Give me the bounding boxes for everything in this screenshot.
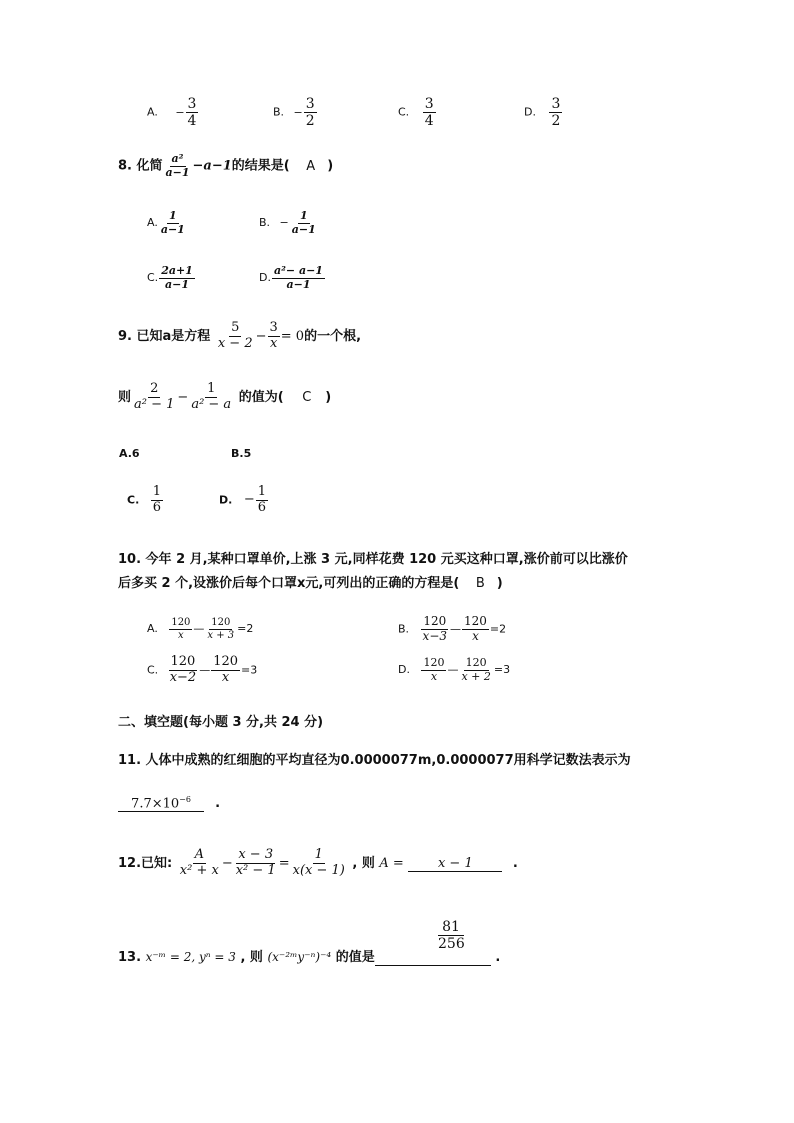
question-13: 13. x⁻ᵐ = 2, yⁿ = 3 , 则 (x⁻²ᵐy⁻ⁿ)⁻⁴ 的值是 . bbox=[118, 950, 501, 965]
q7-option-d: D. $\frac{3}{2}$ bbox=[524, 96, 561, 130]
q9-option-c: C. $\frac{1}{6}$ bbox=[127, 484, 162, 515]
question-11: 11. 人体中成熟的红细胞的平均直径为0.0000077m,0.0000077用科学记数法表示为 bbox=[118, 753, 631, 768]
question-9-line2: 则 $\frac{2}{\text{a² − 1}}$ − $\frac{1}{\text{a² − a}}$ 的值为( C ) bbox=[118, 381, 332, 412]
question-9: 9. 已知a是方程 $\frac{5}{x - 2}$ − $\frac{3}{x}$ = 0的一个根, bbox=[118, 320, 362, 351]
q11-answer-line: $7.7\times 10^{-6}$ . bbox=[118, 792, 220, 812]
question-12: 12.已知: $\frac{A}{\text{x² + x}}$ − $\frac{x - 3}{\text{x² − 1}}$ = $\frac{1}{x(x - 1)}$ , 则 A = x − 1 . bbox=[118, 847, 518, 878]
q10-option-a: A. $\frac{120}{x}$ — $\frac{120}{x + 3}$ =2 bbox=[147, 617, 254, 641]
q9-option-d: D. − $\frac{1}{6}$ bbox=[219, 484, 266, 515]
q8-option-a: A. $\frac{1}{a-1}$ bbox=[147, 209, 185, 236]
question-10-line2: 后多买 2 个,设涨价后每个口罩x元,可列出的正确的方程是( B ) bbox=[118, 576, 503, 591]
question-8: 8. 化简 $\frac{\text{a²}}{a-1}$ −a−1的结果是( A ) bbox=[118, 152, 334, 179]
q7-option-c: C. $\frac{3}{4}$ bbox=[398, 96, 434, 130]
q10-option-c: C. $\frac{120}{x-2}$ — $\frac{120}{x}$ =3 bbox=[147, 654, 258, 685]
q9-answer: C bbox=[302, 389, 312, 405]
q9-option-a: A.6 bbox=[119, 447, 140, 460]
section-2-title: 二、填空题(每小题 3 分,共 24 分) bbox=[118, 715, 324, 730]
q10-option-d: D. $\frac{120}{x}$ — $\frac{120}{x + 2}$ =3 bbox=[398, 656, 511, 683]
q8-option-d: D. $\frac{\text{a²− a−1}}{a-1}$ bbox=[259, 264, 323, 291]
q9-option-b: B.5 bbox=[231, 447, 252, 460]
question-10-line1: 10. 今年 2 月,某种口罩单价,上涨 3 元,同样花费 120 元买这种口罩,涨价前可以比涨价 bbox=[118, 552, 628, 567]
q10-option-b: B. $\frac{120}{x-3}$ — $\frac{120}{x}$ =2 bbox=[398, 614, 507, 643]
q13-answer-fraction: 81 256 bbox=[438, 919, 465, 952]
q10-answer: B bbox=[475, 576, 485, 591]
q8-option-c: C. $\frac{2a+1}{a-1}$ bbox=[147, 264, 193, 291]
q11-answer: 7.7×10 bbox=[131, 796, 180, 811]
q8-option-b: B. − $\frac{1}{a-1}$ bbox=[259, 209, 316, 236]
q8-answer: A bbox=[306, 158, 316, 174]
q12-answer: x − 1 bbox=[408, 856, 502, 872]
q7-option-a: A. − $\frac{3}{4}$ bbox=[147, 96, 197, 130]
q7-option-b: B. − $\frac{3}{2}$ bbox=[273, 96, 315, 130]
